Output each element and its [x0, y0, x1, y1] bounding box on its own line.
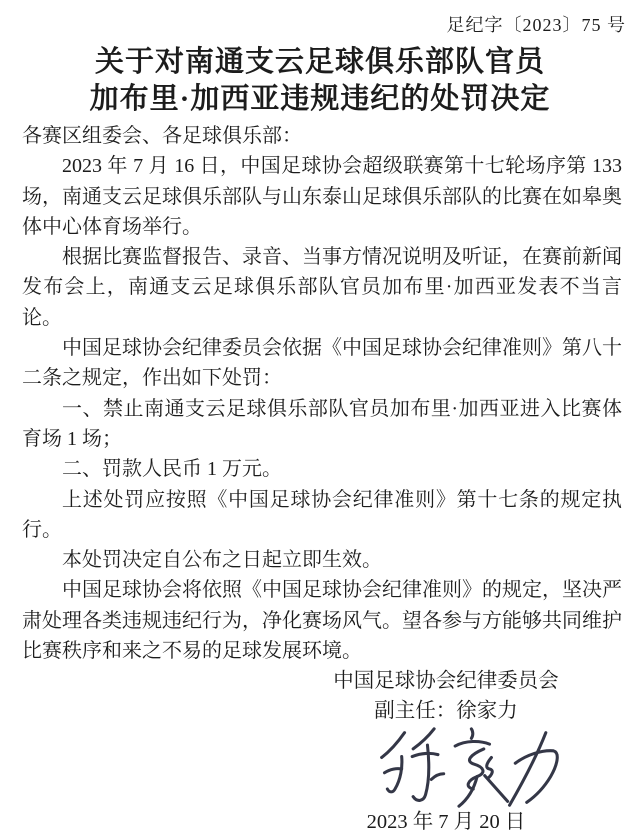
document-body	[0, 118, 640, 666]
body-paragraph-5-penalty-2: 二、罚款人民币 1 万元。	[62, 458, 282, 481]
signer-organization: 中国足球协会纪律委员会	[333, 670, 559, 693]
handwritten-signature	[371, 726, 566, 810]
body-paragraph-4-penalty-1: 一、禁止南通支云足球俱乐部队官员加布里·加西亚进入比赛体育场 1 场；	[22, 397, 622, 450]
body-paragraph-6: 上述处罚应按照《中国足球协会纪律准则》第十七条的规定执行。	[22, 488, 622, 541]
body-paragraph-1: 2023 年 7 月 16 日，中国足球协会超级联赛第十七轮场序第 133 场，南通支云足球俱乐部队与山东泰山足球俱乐部队的比赛在如皋奥体中心体育场举行。	[22, 155, 622, 238]
salutation: 各赛区组委会、各足球俱乐部：	[22, 125, 302, 147]
document-title-line-1: 关于对南通支云足球俱乐部队官员	[94, 46, 545, 78]
signer-title: 副主任：徐家力	[374, 700, 518, 723]
doc-number: 足纪字〔2023〕75 号	[446, 15, 626, 35]
body-paragraph-3: 中国足球协会纪律委员会依据《中国足球协会纪律准则》第八十二条之规定，作出如下处罚：	[22, 337, 622, 390]
body-paragraph-7: 本处罚决定自公布之日起立即生效。	[62, 549, 382, 572]
document-title	[0, 44, 640, 118]
document-title-line-2: 加布里·加西亚违规违纪的处罚决定	[89, 83, 551, 115]
signature-block	[296, 666, 596, 837]
document-date: 2023 年 7 月 20 日	[366, 811, 526, 834]
body-paragraph-2: 根据比赛监督报告、录音、当事方情况说明及听证，在赛前新闻发布会上，南通支云足球俱乐部队官员加布里·加西亚发表不当言论。	[22, 246, 622, 329]
body-paragraph-8: 中国足球协会将依照《中国足球协会纪律准则》的规定，坚决严肃处理各类违规违纪行为，净化赛场风气。望各参与方能够共同维护比赛秩序和来之不易的足球发展环境。	[22, 579, 622, 663]
